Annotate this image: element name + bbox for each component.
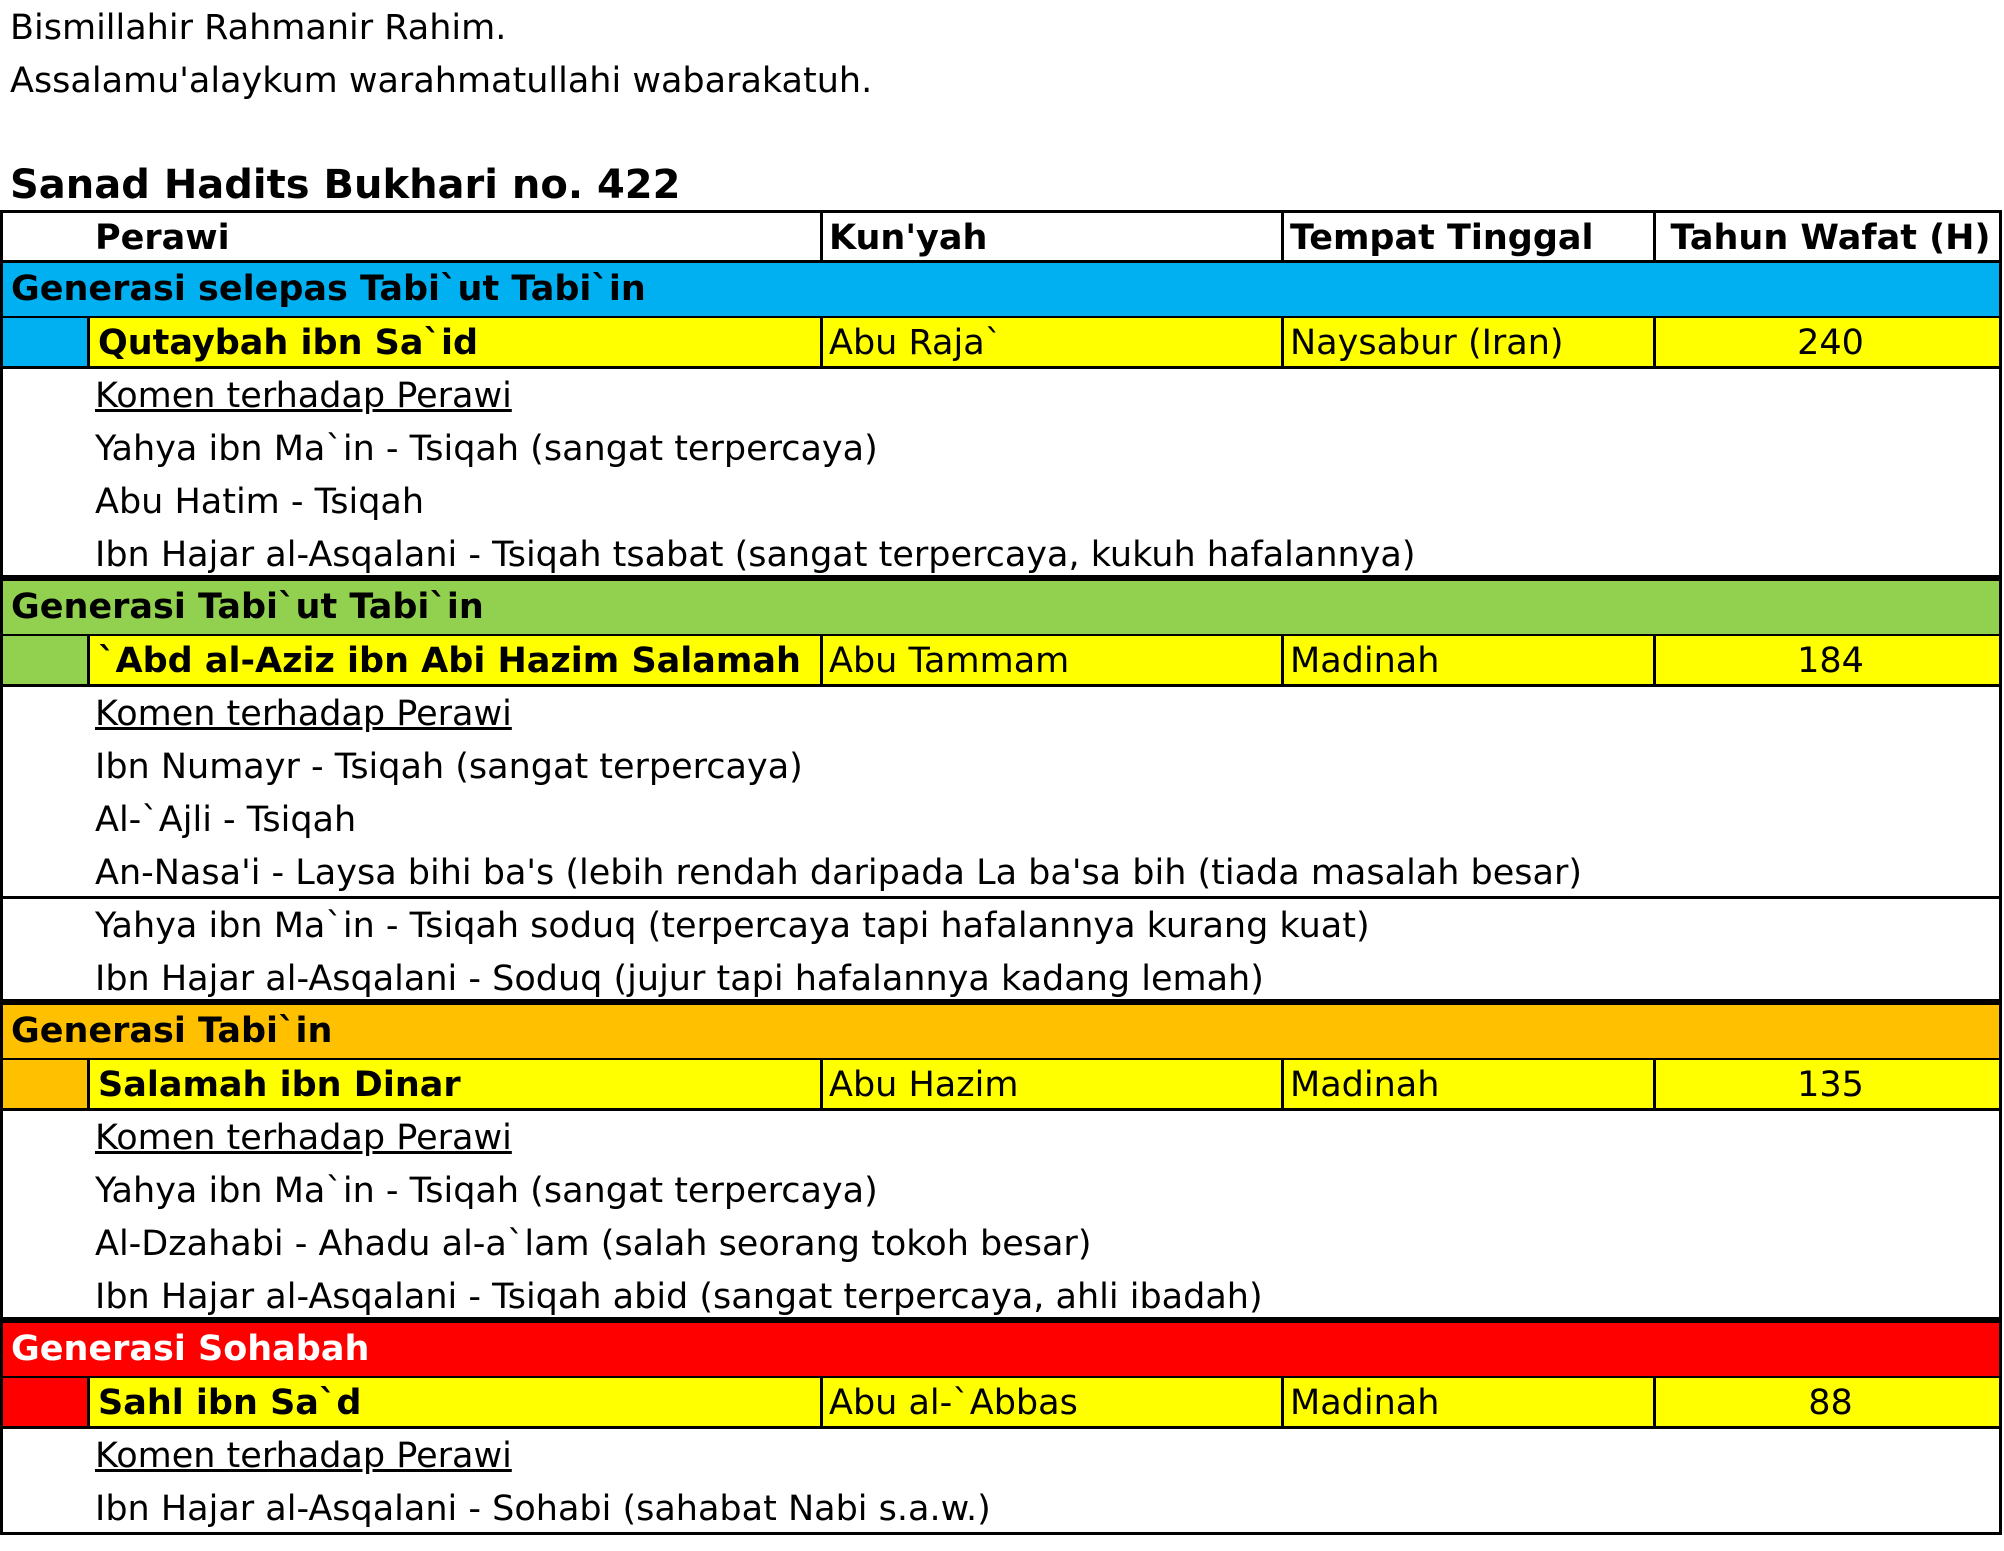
- header-tempat-tinggal: Tempat Tinggal: [1281, 213, 1653, 260]
- comment-text: Al-Dzahabi - Ahadu al-a`lam (salah seorang tokoh besar): [95, 1224, 1092, 1264]
- comment-row: [0, 846, 2002, 899]
- narrator-wafat: 240: [1653, 318, 2004, 366]
- comment-row: [0, 899, 2002, 952]
- generation-color-swatch: [3, 1060, 87, 1108]
- comment-text: Ibn Numayr - Tsiqah (sangat terpercaya): [95, 747, 803, 787]
- intro-text: [10, 2, 872, 108]
- generation-row: [0, 1323, 2002, 1376]
- narrator-kunyah: Abu Raja`: [820, 318, 1281, 366]
- generation-label: Generasi Tabi`in: [11, 1011, 333, 1051]
- narrator-wafat: 135: [1653, 1060, 2004, 1108]
- narrator-row: [0, 634, 2002, 687]
- table-header-row: [0, 210, 2002, 263]
- narrator-row: [0, 1058, 2002, 1111]
- generation-row: [0, 1005, 2002, 1058]
- comment-text: An-Nasa'i - Laysa bihi ba's (lebih rendah daripada La ba'sa bih (tiada masalah besar): [95, 853, 1583, 893]
- narrator-row: [0, 316, 2002, 369]
- sanad-table: [0, 210, 2002, 1535]
- generation-row: [0, 263, 2002, 316]
- comment-heading-row: [0, 687, 2002, 740]
- comment-row: [0, 1270, 2002, 1323]
- narrator-name: Sahl ibn Sa`d: [87, 1378, 820, 1426]
- narrator-kunyah: Abu Tammam: [820, 636, 1281, 684]
- comment-row: [0, 1217, 2002, 1270]
- comment-text: Ibn Hajar al-Asqalani - Tsiqah abid (sangat terpercaya, ahli ibadah): [95, 1277, 1263, 1317]
- generation-label: Generasi Tabi`ut Tabi`in: [11, 587, 484, 627]
- comment-heading: Komen terhadap Perawi: [95, 1118, 512, 1158]
- greeting-line-2: Assalamu'alaykum warahmatullahi wabarakatuh.: [10, 61, 873, 101]
- comment-row: [0, 528, 2002, 581]
- comment-heading-row: [0, 1111, 2002, 1164]
- comment-text: Yahya ibn Ma`in - Tsiqah (sangat terpercaya): [95, 429, 878, 469]
- narrator-tempat: Madinah: [1281, 1378, 1653, 1426]
- narrator-name: Qutaybah ibn Sa`id: [87, 318, 820, 366]
- comment-heading: Komen terhadap Perawi: [95, 376, 512, 416]
- narrator-tempat: Madinah: [1281, 636, 1653, 684]
- comment-text: Ibn Hajar al-Asqalani - Soduq (jujur tapi hafalannya kadang lemah): [95, 959, 1264, 999]
- header-perawi: Perawi: [95, 218, 230, 258]
- narrator-tempat: Madinah: [1281, 1060, 1653, 1108]
- narrator-kunyah: Abu al-`Abbas: [820, 1378, 1281, 1426]
- comment-text: Abu Hatim - Tsiqah: [95, 482, 425, 522]
- comment-heading-row: [0, 1429, 2002, 1482]
- comment-text: Yahya ibn Ma`in - Tsiqah (sangat terpercaya): [95, 1171, 878, 1211]
- greeting-line-1: Bismillahir Rahmanir Rahim.: [10, 8, 507, 48]
- comment-text: Al-`Ajli - Tsiqah: [95, 800, 357, 840]
- generation-color-swatch: [3, 1378, 87, 1426]
- comment-row: [0, 475, 2002, 528]
- header-tahun-wafat: Tahun Wafat (H): [1653, 213, 2004, 260]
- generation-label: Generasi Sohabah: [11, 1329, 370, 1369]
- comment-row: [0, 740, 2002, 793]
- comment-row: [0, 793, 2002, 846]
- generation-color-swatch: [3, 636, 87, 684]
- comment-heading-row: [0, 369, 2002, 422]
- comment-text: Yahya ibn Ma`in - Tsiqah soduq (terpercaya tapi hafalannya kurang kuat): [95, 906, 1370, 946]
- generation-row: [0, 581, 2002, 634]
- narrator-name: Salamah ibn Dinar: [87, 1060, 820, 1108]
- comment-row: [0, 952, 2002, 1005]
- comment-heading: Komen terhadap Perawi: [95, 694, 512, 734]
- comment-row: [0, 1482, 2002, 1535]
- narrator-name: `Abd al-Aziz ibn Abi Hazim Salamah: [87, 636, 820, 684]
- comment-text: Ibn Hajar al-Asqalani - Sohabi (sahabat Nabi s.a.w.): [95, 1489, 991, 1529]
- narrator-wafat: 88: [1653, 1378, 2004, 1426]
- header-kunyah: Kun'yah: [820, 213, 1281, 260]
- comment-row: [0, 422, 2002, 475]
- comment-row: [0, 1164, 2002, 1217]
- narrator-kunyah: Abu Hazim: [820, 1060, 1281, 1108]
- generation-label: Generasi selepas Tabi`ut Tabi`in: [11, 269, 646, 309]
- narrator-tempat: Naysabur (Iran): [1281, 318, 1653, 366]
- generation-color-swatch: [3, 318, 87, 366]
- narrator-row: [0, 1376, 2002, 1429]
- page-title: Sanad Hadits Bukhari no. 422: [10, 162, 681, 208]
- narrator-wafat: 184: [1653, 636, 2004, 684]
- comment-heading: Komen terhadap Perawi: [95, 1436, 512, 1476]
- comment-text: Ibn Hajar al-Asqalani - Tsiqah tsabat (sangat terpercaya, kukuh hafalannya): [95, 535, 1416, 575]
